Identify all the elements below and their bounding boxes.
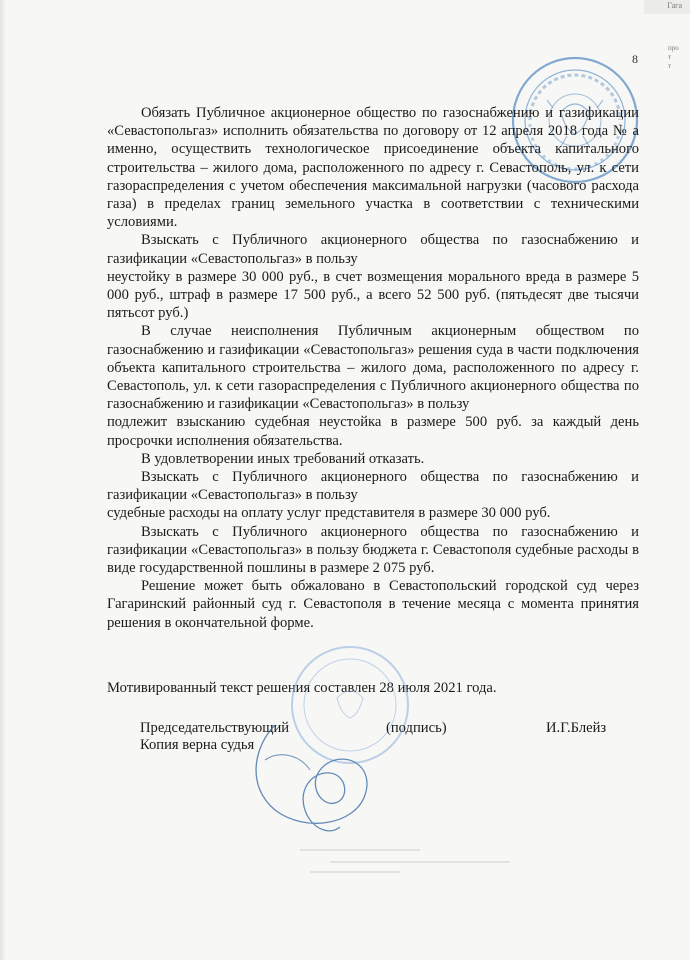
paragraph: подлежит взысканию судебная неустойка в размере 500 руб. за каждый день просрочки исполнения обязательства. (107, 414, 639, 449)
paragraph: неустойку в размере 30 000 руб., в счет возмещения морального вреда в размере 5 000 руб., штраф в размере 17 500 руб., а всего 52 500 руб. (пятьдесят две тысячи пятьсот руб.) (107, 268, 639, 322)
corner-right-line: т (668, 53, 672, 61)
presiding-label: Председательствующий (140, 720, 290, 736)
corner-top-text: Гага (667, 1, 682, 10)
page-number: 8 (632, 52, 638, 66)
bleed-through-marks (290, 840, 540, 880)
paragraph: судебные расходы на оплату услуг представителя в размере 30 000 руб. (107, 505, 551, 522)
page-edge (0, 0, 6, 960)
corner-fragment-right (668, 44, 690, 71)
handwritten-signature-icon (235, 715, 395, 840)
decision-text (107, 104, 639, 632)
corner-right-line: т (668, 62, 672, 70)
paragraph: Взыскать с Публичного акционерного общества по газоснабжению и газификации «Севастопольгаз» в пользу (107, 469, 639, 504)
judge-name: И.Г.Блейз (546, 720, 607, 736)
copy-certified-line: Копия верна судья (140, 737, 255, 753)
paragraph: Обязать Публичное акционерное общество по газоснабжению и газификации «Севастопольгаз» исполнить обязательства по договору от 12 апреля 2018 года № а именно, осуществить технологическое присоединение объекта капитального строительства – жилого дома, расположенного по адресу г. Севастополь, ул. к сети газораспределения с учетом обеспечения максимальной нагрузки (часового расхода газа) в пределах границ земельного участка в соответствии с техническими условиями. (107, 105, 639, 231)
signature-label: (подпись) (386, 720, 447, 736)
paragraph: В случае неисполнения Публичным акционерным обществом по газоснабжению и газификации «Севастопольгаз» решения суда в части подключения объекта капитального строительства – жилого дома, расположенного по адресу г. Севастополь, ул. к сети газораспределения с Публичного акционерного общества по газоснабжению и газификации «Севастопольгаз» в пользу (107, 323, 639, 413)
paragraph: Взыскать с Публичного акционерного общества по газоснабжению и газификации «Севастопольгаз» в пользу бюджета г. Севастополя судебные расходы в виде государственной пошлины в размере 2 075 руб. (107, 523, 639, 577)
paragraph: В удовлетворении иных требований отказать. (141, 450, 425, 467)
paragraph: Взыскать с Публичного акционерного общества по газоснабжению и газификации «Севастопольгаз» в пользу (107, 232, 639, 267)
corner-right-line: про (668, 44, 679, 52)
paragraph: Решение может быть обжаловано в Севастопольский городской суд через Гагаринский районный суд г. Севастополя в течение месяца с момента принятия решения в окончательной форме. (107, 578, 639, 631)
signed-date-line: Мотивированный текст решения составлен 28 июля 2021 года. (107, 680, 497, 696)
corner-fragment-top (644, 0, 690, 14)
